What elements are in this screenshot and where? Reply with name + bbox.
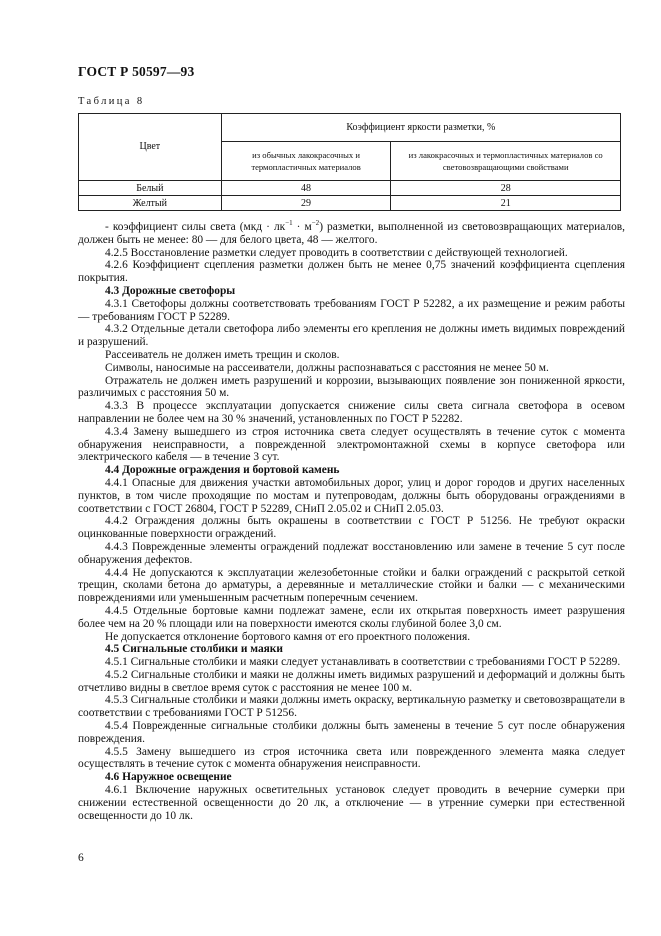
table-row xyxy=(79,196,621,211)
table-label: Таблица 8 xyxy=(78,96,145,107)
paragraph: 4.3.3 В процессе эксплуатации допускается снижение силы света сигнала светофора в осевом направлении не более чем на 30 % значений, установленных по ГОСТ Р 52282. xyxy=(78,400,625,425)
paragraph: Не допускается отклонение бортового камня от его проектного положения. xyxy=(105,630,471,643)
paragraph: 4.4.2 Ограждения должны быть окрашены в соответствии с ГОСТ Р 51256. Не требуют окраски оцинкованные поверхности ограждений. xyxy=(78,515,625,541)
paragraph: 4.2.5 Восстановление разметки следует проводить в соответствии с действующей технологией. xyxy=(105,246,568,259)
superscript: −2 xyxy=(311,219,320,228)
cell-value-b: 21 xyxy=(391,196,621,211)
paragraph: Символы, наносимые на рассеиватели, должны распознаваться с расстояния не менее 50 м. xyxy=(105,361,549,374)
paragraph: 4.4.1 Опасные для движения участки автомобильных дорог, улиц и дорог городов и других населенных пунктов, в том числе проходящие по мостам и путепроводам, должны быть оборудованы ограждениями в соответствии с ГОСТ 26804, ГОСТ Р 52289, СНиП 2.05.02 и СНиП 2.05.03. xyxy=(78,476,625,515)
table-header-row xyxy=(79,114,621,142)
text-run: - коэффициент силы света (мкд · лк xyxy=(105,221,286,233)
paragraph: 4.5.3 Сигнальные столбики и маяки должны иметь окраску, вертикальную разметку и световозвращатели в соответствии с требованиями ГОСТ Р 51256. xyxy=(78,694,625,720)
header-brightness: Коэффициент яркости разметки, % xyxy=(221,114,620,142)
paragraph: 4.5.4 Поврежденные сигнальные столбики должны быть заменены в течение 5 сут после обнаружения повреждения. xyxy=(78,720,625,745)
paragraph: 4.3.2 Отдельные детали светофора либо элементы его крепления не должны иметь видимых повреждений и разрушений. xyxy=(78,323,625,349)
paragraph: Отражатель не должен иметь разрушений и коррозии, вызывающих появление зон пониженной яркости, различимых с расстояния 50 м. xyxy=(78,374,625,400)
paragraph: 4.4.4 Не допускаются к эксплуатации железобетонные стойки и балки ограждений с раскрытой сеткой трещин, сколами бетона до арматуры, а деревянные и металлические стойки и балки — с механическими повреждениями или уменьшенным расчетным поперечным сечением. xyxy=(78,566,625,605)
text-run: ) разметки, выполненной из световозвращающих материалов, должен быть не менее: 80 — для белого цвета, 48 — желтого. xyxy=(78,221,626,246)
paragraph: 4.6.1 Включение наружных осветительных установок следует проводить в вечерние сумерки при снижении естественной освещенности до 20 лк, а отключение — в утренние сумерки при естественной освещенности до 10 лк. xyxy=(78,784,625,822)
section-heading: 4.5 Сигнальные столбики и маяки xyxy=(105,643,283,656)
cell-value-b: 28 xyxy=(391,181,621,196)
cell-value-a: 29 xyxy=(221,196,391,211)
superscript: −1 xyxy=(285,219,293,228)
section-heading: 4.4 Дорожные ограждения и бортовой камень xyxy=(105,464,340,477)
cell-color: Белый xyxy=(79,181,222,196)
paragraph: 4.4.3 Поврежденные элементы ограждений подлежат восстановлению или замене в течение 5 сут после обнаружения дефектов. xyxy=(78,540,625,566)
header-retroreflective-materials: из лакокрасочных и термопластичных материалов со световозвращающими свойствами xyxy=(391,142,621,181)
body-text xyxy=(78,221,625,822)
header-regular-materials: из обычных лакокрасочных и термопластичных материалов xyxy=(221,142,391,181)
paragraph: 4.3.1 Светофоры должны соответствовать требованиям ГОСТ Р 52282, а их размещение и режим работы — требованиям ГОСТ Р 52289. xyxy=(78,297,625,323)
table-row xyxy=(79,181,621,196)
page-number: 6 xyxy=(78,852,84,864)
section-heading: 4.6 Наружное освещение xyxy=(105,771,232,784)
header-color: Цвет xyxy=(79,114,222,181)
paragraph: 4.5.5 Замену вышедшего из строя источника света или поврежденного элемента маяка следует осуществлять в течение суток с момента обнаружения неисправности. xyxy=(78,745,625,771)
cell-value-a: 48 xyxy=(221,181,391,196)
table-8 xyxy=(78,113,621,211)
text-run: · м xyxy=(292,221,312,233)
paragraph: 4.3.4 Замену вышедшего из строя источника света следует осуществлять в течение суток с момента обнаружения неисправности, а поврежденной электромонтажной схемы в корпусе светофора или электрического кабеля — в течение 3 сут. xyxy=(78,425,625,464)
paragraph xyxy=(78,221,625,247)
paragraph: 4.2.6 Коэффициент сцепления разметки должен быть не менее 0,75 значений коэффициента сцепления покрытия. xyxy=(78,259,625,285)
cell-color: Желтый xyxy=(79,196,222,211)
paragraph: 4.5.1 Сигнальные столбики и маяки следует устанавливать в соответствии с требованиями ГОСТ Р 52289. xyxy=(105,656,621,669)
document-code: ГОСТ Р 50597—93 xyxy=(78,64,195,79)
paragraph: 4.5.2 Сигнальные столбики и маяки не должны иметь видимых разрушений и деформаций и должны быть отчетливо видны в светлое время суток с расстояния не менее 100 м. xyxy=(78,668,625,694)
paragraph: 4.4.5 Отдельные бортовые камни подлежат замене, если их открытая поверхность имеет разрушения более чем на 20 % площади или на поверхности имеются сколы глубиной более 3,0 см. xyxy=(78,604,625,630)
paragraph: Рассеиватель не должен иметь трещин и сколов. xyxy=(105,348,340,361)
section-heading: 4.3 Дорожные светофоры xyxy=(105,284,236,297)
